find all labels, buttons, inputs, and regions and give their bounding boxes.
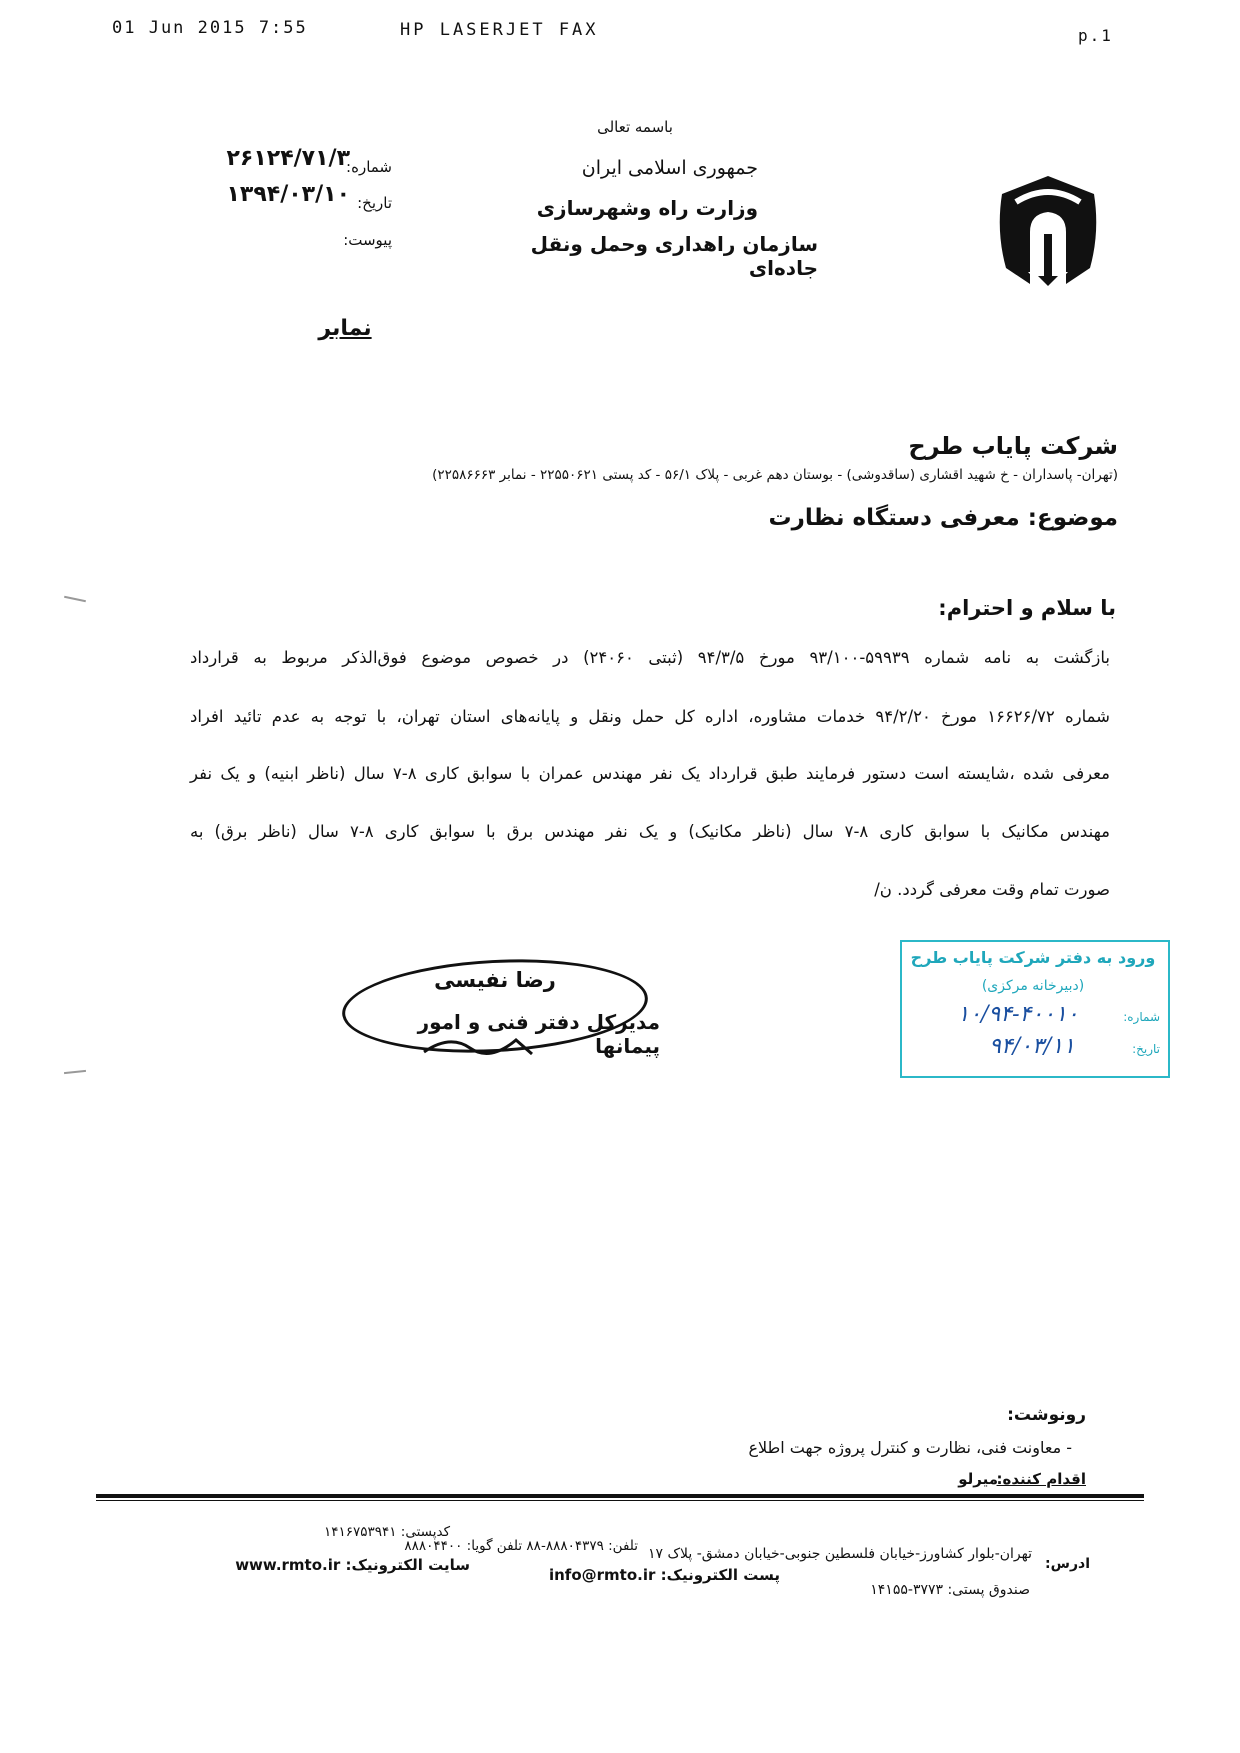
salutation: با سلام و احترام: <box>938 596 1116 620</box>
footer-website: سایت الکترونیک: www.rmto.ir <box>235 1556 470 1574</box>
signatory-title: مدیرکل دفتر فنی و امور پیمانها <box>417 1010 660 1058</box>
recipient-address: (تهران- پاسداران - خ شهید اقشاری (ساقدوشی) - بوستان دهم غربی - پلاک ۵۶/۱ - کد پستی ۲۲۵۵۰۶۲۱ - نمابر ۲۲۵۸۶۶۶۳) <box>432 467 1118 483</box>
signatory-name: رضا نفیسی <box>434 968 556 992</box>
fax-document-title: نمابر <box>318 316 372 341</box>
recipient-name: شرکت پایاب طرح <box>908 432 1118 460</box>
letter-number-label: شماره: <box>346 158 392 176</box>
footer-divider <box>96 1500 1144 1501</box>
fax-timestamp: 01 Jun 2015 7:55 <box>112 18 308 38</box>
fax-device-name: HP LASERJET FAX <box>400 20 599 40</box>
body-line: معرفی شده ،شایسته است دستور فرمایند طبق قرارداد یک نفر مهندس عمران با سوابق کاری ۸-۷ سال (ناظر ابنیه) و یک نفر <box>190 764 1110 783</box>
cc-heading: رونوشت: <box>1007 1405 1086 1425</box>
organization-heading: سازمان راهداری وحمل ونقل جاده‌ای <box>530 232 818 280</box>
body-line: بازگشت به نامه شماره ۵۹۹۳۹-۹۳/۱۰۰ مورخ ۹۴/۳/۵ (ثبتی ۲۴۰۶۰) در خصوص موضوع فوق‌الذکر مربوط به قرارداد <box>190 648 1110 667</box>
body-line: صورت تمام وقت معرفی گردد. ن/ <box>874 880 1110 899</box>
footer-divider <box>96 1494 1144 1498</box>
letter-number-value: ۲۶۱۲۴/۷۱/۳ <box>226 146 350 171</box>
punch-mark <box>64 596 86 603</box>
footer-po-box: صندوق پستی: ۳۷۷۳-۱۴۱۵۵ <box>870 1582 1030 1598</box>
stamp-date-label: تاریخ: <box>1132 1042 1160 1056</box>
ministry-heading: وزارت راه وشهرسازی <box>536 196 758 220</box>
letter-date-label: تاریخ: <box>357 194 392 212</box>
received-stamp <box>900 940 1170 1078</box>
stamp-date-value: ۹۴/۰۳/۱۱ <box>989 1034 1075 1059</box>
action-officer-name: میرلو <box>958 1470 998 1488</box>
bismillah-heading: باسمه تعالی <box>597 118 673 136</box>
fax-page-number: p.1 <box>1078 26 1113 45</box>
attachment-label: پیوست: <box>343 231 392 249</box>
footer-postal-code: کدپستی: ۱۴۱۶۷۵۳۹۴۱ <box>324 1524 450 1540</box>
cc-recipient: - معاونت فنی، نظارت و کنترل پروژه جهت اطلاع <box>748 1438 1072 1457</box>
body-line: شماره ۱۶۶۲۶/۷۲ مورخ ۹۴/۲/۲۰ خدمات مشاوره، اداره کل حمل ونقل و پایانه‌های استان تهران، با توجه به عدم تائید افراد <box>190 707 1110 726</box>
stamp-number-value: ۱۰/۹۴-۴۰۰۱۰ <box>957 1002 1079 1027</box>
body-line: مهندس مکانیک با سوابق کاری ۸-۷ سال (ناظر مکانیک) و یک نفر مهندس برق با سوابق کاری ۸-۷ سال (ناظر برق) به <box>190 822 1111 841</box>
punch-mark <box>64 1070 86 1074</box>
stamp-title: ورود به دفتر شرکت پایاب طرح <box>910 948 1156 967</box>
footer-email: پست الکترونیک: info@rmto.ir <box>548 1566 780 1584</box>
footer-address: تهران-بلوار کشاورز-خیابان فلسطین جنوبی-خیابان دمشق- پلاک ۱۷ <box>647 1546 1032 1562</box>
footer-address-label: ادرس: <box>1045 1556 1090 1572</box>
letter-subject: موضوع: معرفی دستگاه نظارت <box>768 505 1118 531</box>
stamp-number-label: شماره: <box>1123 1010 1160 1024</box>
republic-heading: جمهوری اسلامی ایران <box>581 157 758 179</box>
stamp-subtitle: (دبیرخانه مرکزی) <box>981 978 1085 994</box>
rmto-logo-icon <box>988 172 1108 296</box>
footer-phone: تلفن: ۸۸۸۰۴۳۷۹-۸۸ تلفن گویا: ۸۸۸۰۴۴۰۰ <box>404 1538 638 1554</box>
action-officer-label: اقدام کننده: <box>996 1470 1086 1488</box>
signature-scribble-icon <box>420 1030 540 1060</box>
letter-date-value: ۱۳۹۴/۰۳/۱۰ <box>226 182 350 207</box>
